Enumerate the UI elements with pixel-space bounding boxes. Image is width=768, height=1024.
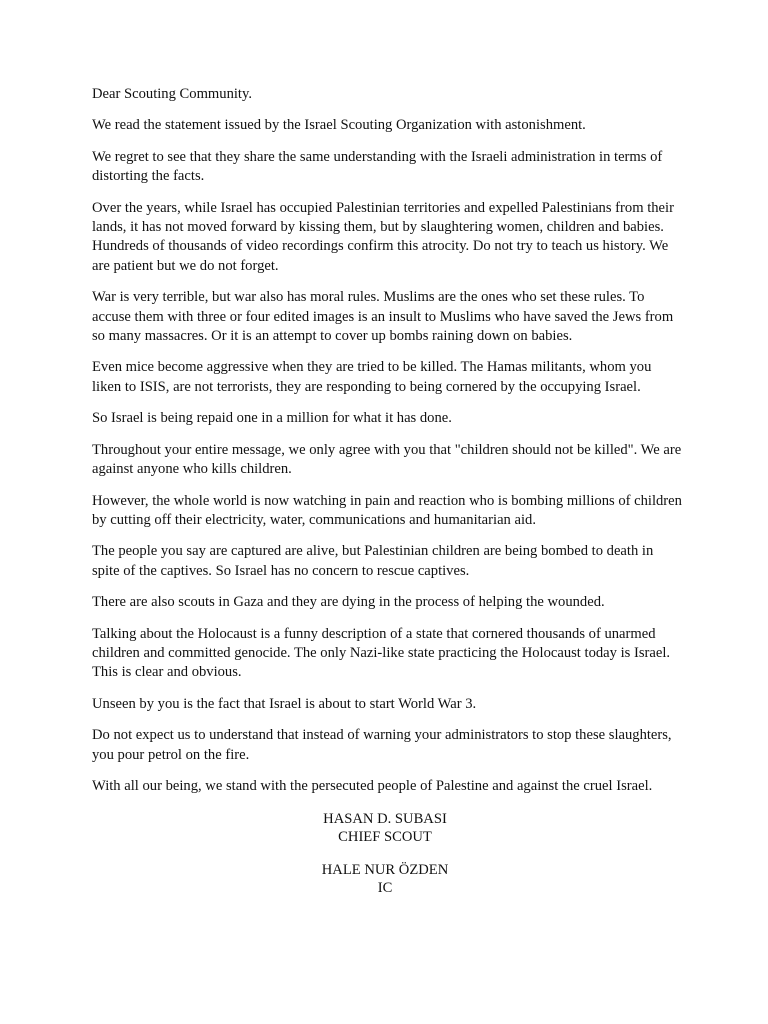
paragraph: Even mice become aggressive when they are tried to be killed. The Hamas militants, whom you liken to ISIS, are not terrorists, they are responding to being cornered by the occupying Israel. bbox=[92, 359, 652, 395]
signatory-title: IC bbox=[377, 880, 393, 897]
signature-block bbox=[92, 810, 678, 846]
paragraph: Talking about the Holocaust is a funny description of a state that cornered thousands of unarmed children and committed genocide. The only Nazi-like state practicing the Holocaust today is Israel. This is clear and obvious. bbox=[92, 625, 671, 681]
signatory-name: HALE NUR ÖZDEN bbox=[321, 862, 449, 879]
paragraph: We regret to see that they share the same understanding with the Israeli administration in terms of distorting the facts. bbox=[92, 148, 663, 185]
paragraph: Unseen by you is the fact that Israel is about to start World War 3. bbox=[92, 695, 477, 712]
signature-block bbox=[92, 861, 678, 897]
letter-page bbox=[92, 85, 682, 912]
paragraph: The people you say are captured are alive, but Palestinian children are being bombed to death in spite of the captives. So Israel has no concern to rescue captives. bbox=[92, 543, 654, 579]
signature-section bbox=[92, 810, 682, 897]
paragraph: Do not expect us to understand that instead of warning your administrators to stop these slaughters, you pour petrol on the fire. bbox=[92, 727, 672, 763]
paragraph: There are also scouts in Gaza and they are dying in the process of helping the wounded. bbox=[92, 594, 605, 611]
paragraph: We read the statement issued by the Israel Scouting Organization with astonishment. bbox=[92, 117, 586, 134]
paragraph: So Israel is being repaid one in a million for what it has done. bbox=[92, 410, 452, 427]
salutation: Dear Scouting Community. bbox=[92, 86, 252, 102]
paragraph: Over the years, while Israel has occupied Palestinian territories and expelled Palestinians from their lands, it has not moved forward by kissing them, but by slaughtering women, children and babies. Hundreds of thousands of video recordings confirm this atrocity. Do not try to teach us history. We are patient but we do not forget. bbox=[92, 199, 674, 274]
paragraph: Throughout your entire message, we only agree with you that "children should not be killed". We are against anyone who kills children. bbox=[92, 441, 682, 478]
paragraph: However, the whole world is now watching in pain and reaction who is bombing millions of children by cutting off their electricity, water, communications and humanitarian aid. bbox=[92, 492, 682, 528]
paragraph: War is very terrible, but war also has moral rules. Muslims are the ones who set these rules. To accuse them with three or four edited images is an insult to Muslims who have saved the Jews from so many massacres. Or it is an attempt to cover up bombs raining down on babies. bbox=[92, 289, 674, 345]
signatory-title: CHIEF SCOUT bbox=[338, 829, 432, 846]
signatory-name: HASAN D. SUBASI bbox=[323, 811, 447, 828]
paragraph: With all our being, we stand with the persecuted people of Palestine and against the cruel Israel. bbox=[92, 777, 653, 794]
